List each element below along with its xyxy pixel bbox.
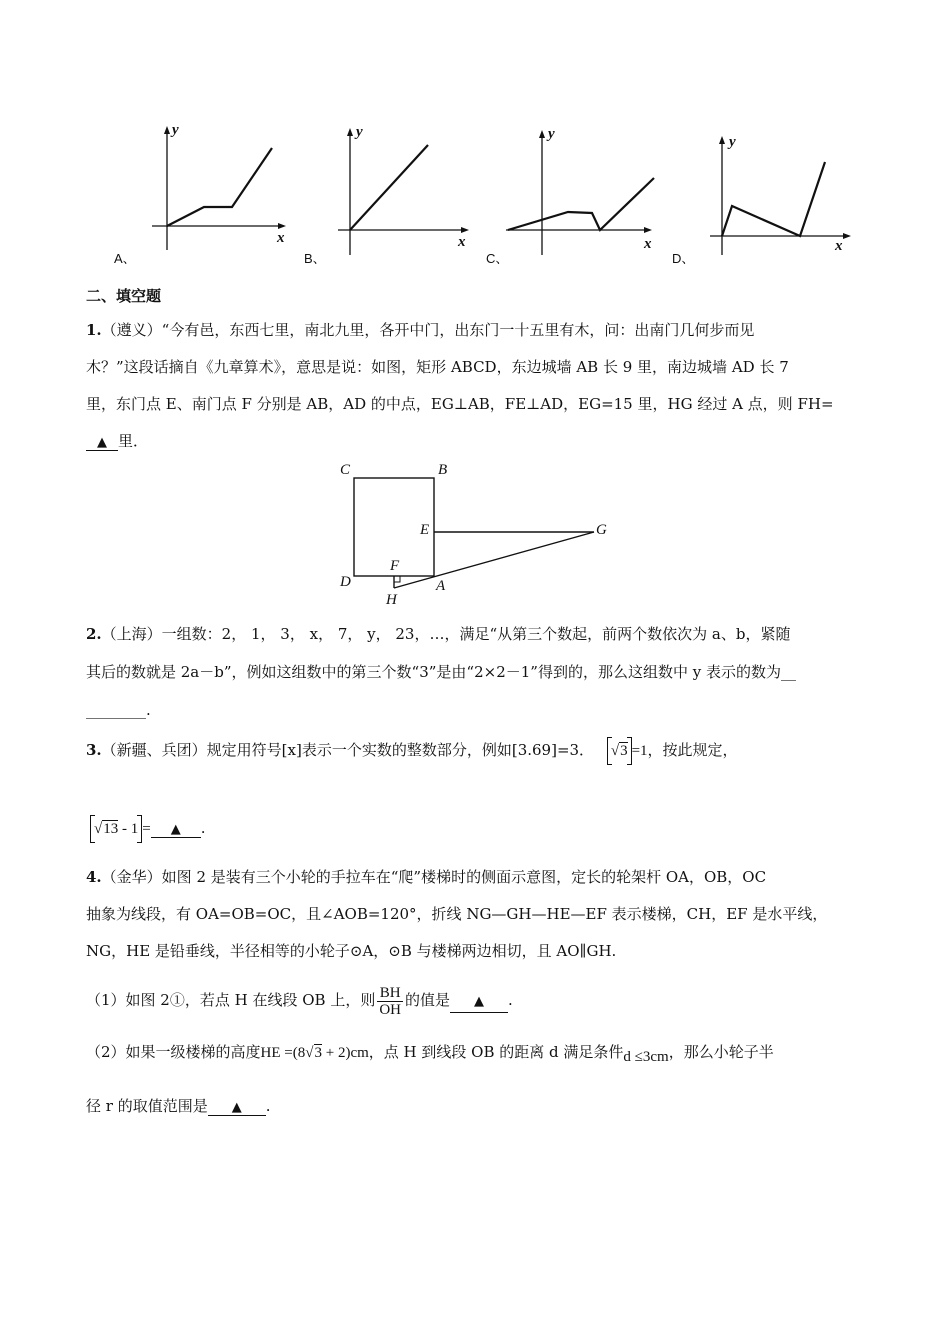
q4-sub2-mid: ，点 H 到线段 OB 的距离 d 满足条件: [368, 1043, 624, 1061]
graph-a-plot: [112, 120, 292, 270]
graph-d-ylabel: y: [729, 134, 736, 150]
label-h: H: [386, 592, 397, 608]
option-b-label: B、: [304, 251, 326, 266]
graph-b-xlabel: x: [458, 234, 466, 250]
q1-line4: [86, 431, 871, 451]
q3-expr-minus: - 1: [118, 821, 139, 837]
q4-sub2-condition: d ≤3cm: [623, 1049, 669, 1065]
graph-a-xlabel: x: [277, 230, 285, 246]
q1-text1: （遵义）“今有邑，东西七里，南北九里，各开中门，出东门一十五里有木，问：出南门几何步而见: [101, 321, 755, 339]
graph-c: [486, 120, 666, 270]
q3-text1: （新疆、兵团）规定用符号[x]表示一个实数的整数部分，例如[3.69]=3．: [101, 741, 595, 759]
q4-line1: [86, 867, 871, 887]
q2-number: 2.: [86, 625, 102, 643]
q1-answer-blank[interactable]: ▲: [86, 436, 118, 451]
q1-number: 1.: [86, 321, 102, 339]
graph-d: [672, 120, 852, 270]
q4-number: 4.: [86, 868, 102, 886]
fraction-numerator: BH: [377, 985, 403, 1002]
q4-sub1-fraction: [377, 985, 403, 1018]
q4-sub2-pre: （2）如果一级楼梯的高度: [86, 1043, 261, 1061]
q4-sub1-post: 的值是: [405, 991, 451, 1009]
q2-line3: ________.: [86, 701, 151, 719]
q3-line2: [86, 816, 871, 842]
q1-line2: 木？”这段话摘自《九章算术》，意思是说：如图，矩形 ABCD，东边城墙 AB 长 9 里，南边城墙 AD 长 7: [86, 358, 789, 376]
graph-d-xlabel: x: [835, 238, 843, 254]
q2-line2: 其后的数就是 2a－b”，例如这组数中的第三个数“3”是由“2×2－1”得到的，那么这组数中 y 表示的数为__: [86, 663, 796, 681]
q3-example-result: =1: [631, 743, 648, 759]
rectangle-diagram: [336, 460, 626, 610]
q3-answer-blank[interactable]: ▲: [151, 823, 201, 838]
q1-line1: [86, 320, 871, 340]
label-e: E: [420, 522, 430, 538]
q2-text1: （上海）一组数：2， 1， 3， x， 7， y， 23，…，满足“从第三个数起，前两个数依次为 a、b，紧随: [101, 625, 791, 643]
graph-b-ylabel: y: [356, 124, 363, 140]
q3-number: 3.: [86, 741, 102, 759]
label-d: D: [340, 574, 351, 590]
q4-line3: NG，HE 是铅垂线，半径相等的小轮子⊙A，⊙B 与楼梯两边相切，且 AO∥GH.: [86, 942, 617, 960]
q4-sub1-end: .: [508, 991, 513, 1009]
formula-open: (8: [292, 1045, 306, 1061]
q4-sub2-line2: [86, 1096, 871, 1116]
q3-example-radicand: 3: [620, 743, 628, 759]
q2-line1: [86, 624, 871, 644]
graph-c-xlabel: x: [644, 236, 652, 252]
option-c-label: C、: [486, 251, 509, 266]
q4-line2: 抽象为线段，有 OA=OB=OC，且∠AOB=120°，折线 NG—GH—HE—EF 表示楼梯，CH，EF 是水平线，: [86, 905, 828, 923]
q4-sub2-end: .: [265, 1097, 271, 1115]
q4-sub1: [86, 980, 871, 1020]
graph-b: [300, 120, 480, 270]
q1-line3: 里，东门点 E、南门点 F 分别是 AB，AD 的中点，EG⊥AB，FE⊥AD，EG=15 里，HG 经过 A 点，则 FH=: [86, 395, 834, 413]
q3-example-floor: √3: [607, 738, 632, 764]
option-a-label: A、: [114, 251, 136, 266]
formula-radicand: 3: [314, 1045, 322, 1061]
fraction-denominator: OH: [379, 1001, 402, 1018]
option-d-label: D、: [672, 251, 695, 266]
graph-b-plot: [300, 120, 480, 270]
label-a: A: [436, 578, 446, 594]
section-title: 二、填空题: [86, 287, 162, 305]
graph-d-plot: [672, 120, 860, 270]
graph-c-plot: [486, 120, 666, 270]
q3-tail: ，按此规定，: [647, 741, 738, 759]
label-c: C: [340, 462, 351, 478]
q4-sub1-answer-blank[interactable]: ▲: [450, 992, 508, 1013]
q3-end: .: [200, 819, 206, 837]
q4-sub1-pre: （1）如图 2①，若点 H 在线段 OB 上，则: [86, 991, 376, 1009]
q3-expression: √13 - 1: [90, 816, 142, 842]
q4-sub2-formula: HE =(8√3 + 2)cm: [260, 1045, 369, 1061]
q1-unit: 里．: [118, 432, 149, 450]
q4-sub2-line2-pre: 径 r 的取值范围是: [86, 1097, 208, 1115]
graph-c-ylabel: y: [548, 126, 555, 142]
graph-a: [112, 120, 292, 270]
answer-graphs: [112, 120, 860, 270]
q4-text1: （金华）如图 2 是装有三个小轮的手拉车在“爬”楼梯时的侧面示意图，定长的轮架杆 OA，OB，OC: [101, 868, 767, 886]
label-f: F: [390, 558, 400, 574]
q4-sub2: [86, 1042, 871, 1063]
formula-close: + 2)cm: [322, 1045, 369, 1061]
q3-expr-radicand: 13: [103, 821, 119, 837]
label-b: B: [438, 462, 448, 478]
label-g: G: [596, 522, 607, 538]
q3-line1: [86, 738, 871, 764]
q4-sub2-post: ，那么小轮子半: [668, 1043, 774, 1061]
graph-a-ylabel: y: [172, 122, 179, 138]
q4-sub2-answer-blank[interactable]: ▲: [208, 1101, 266, 1116]
q1-figure: [336, 460, 626, 610]
q3-equals: =: [142, 821, 151, 837]
formula-he: HE =: [260, 1045, 293, 1061]
